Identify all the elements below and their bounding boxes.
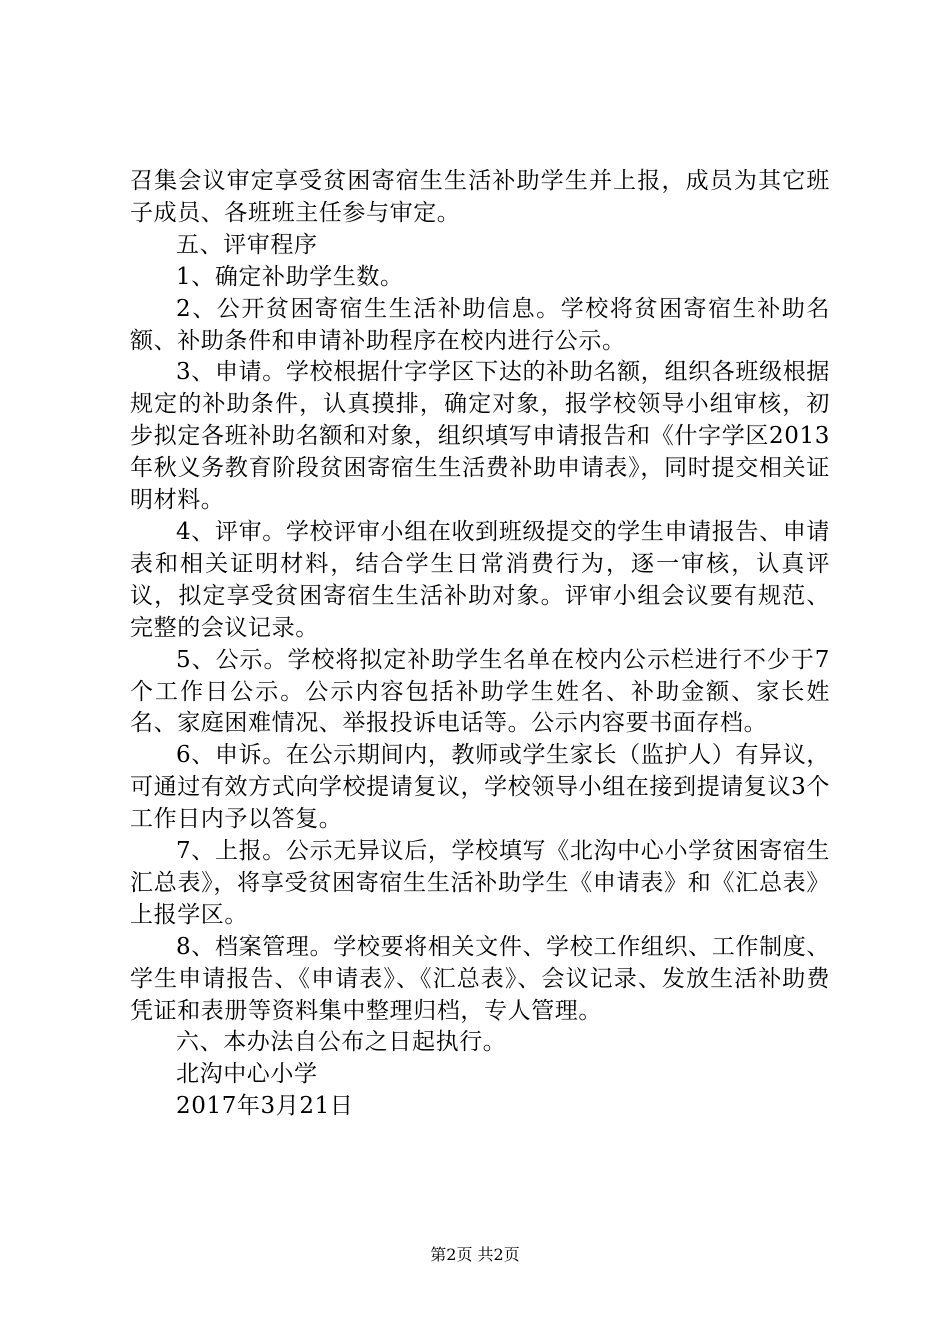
page-number: 第2页 共2页 xyxy=(430,1245,520,1264)
paragraph: 4、评审。学校评审小组在收到班级提交的学生申请报告、申请表和相关证明材料，结合学生日常消费行为，逐一审核，认真评议，拟定享受贫困寄宿生生活补助对象。评审小组会议要有规范、完整的会议记录。 xyxy=(130,518,830,641)
paragraph: 2、公开贫困寄宿生生活补助信息。学校将贫困寄宿生补助名额、补助条件和申请补助程序在校内进行公示。 xyxy=(130,295,830,354)
section-heading: 六、本办法自公布之日起执行。 xyxy=(176,1029,507,1056)
paragraph: 1、确定补助学生数。 xyxy=(176,263,404,290)
paragraph: 7、上报。公示无异议后，学校填写《北沟中心小学贫困寄宿生汇总表》，将享受贫困寄宿生生活补助学生《申请表》和《汇总表》上报学区。 xyxy=(130,838,830,928)
signature-organization: 北沟中心小学 xyxy=(176,1061,318,1088)
paragraph: 召集会议审定享受贫困寄宿生生活补助学生并上报，成员为其它班子成员、各班班主任参与审定。 xyxy=(130,168,830,226)
page-footer xyxy=(0,1243,950,1267)
document-body xyxy=(130,166,830,1123)
signature-date: 2017年3月21日 xyxy=(176,1093,354,1120)
paragraph: 3、申请。学校根据什字学区下达的补助名额，组织各班级根据规定的补助条件，认真摸排，确定对象，报学校领导小组审核，初步拟定各班补助名额和对象，组织填写申请报告和《什字学区2013年秋义务教育阶段贫困寄宿生生活费补助申请表》，同时提交相关证明材料。 xyxy=(130,359,830,514)
section-heading: 五、评审程序 xyxy=(176,231,318,258)
paragraph: 5、公示。学校将拟定补助学生名单在校内公示栏进行不少于7个工作日公示。公示内容包括补助学生姓名、补助金额、家长姓名、家庭困难情况、举报投诉电话等。公示内容要书面存档。 xyxy=(130,646,830,737)
paragraph: 6、申诉。在公示期间内，教师或学生家长（监护人）有异议，可通过有效方式向学校提请复议，学校领导小组在接到提请复议3个工作日内予以答复。 xyxy=(130,742,830,833)
paragraph: 8、档案管理。学校要将相关文件、学校工作组织、工作制度、学生申请报告、《申请表》、《汇总表》、会议记录、发放生活补助费凭证和表册等资料集中整理归档，专人管理。 xyxy=(130,933,830,1024)
